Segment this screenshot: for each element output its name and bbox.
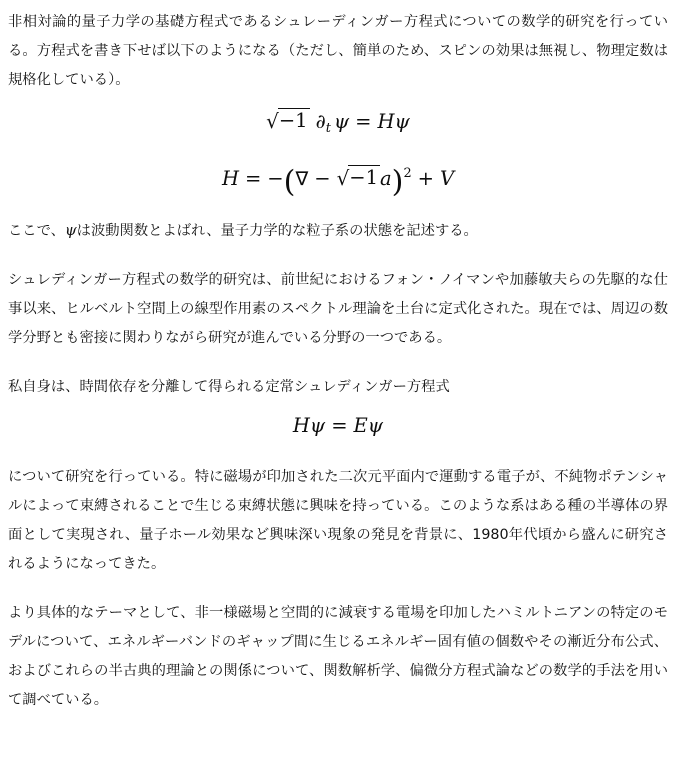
equation-schrodinger-time-dependent: √−1 $\partial_t$ ψ = Hψ <box>266 108 410 137</box>
paragraph-intro: 非相対論的量子力学の基礎方程式であるシュレーディンガー方程式についての数学的研究を行っている。方程式を書き下せば以下のようになる（ただし、簡単のため、スピンの効果は無視し、物理定数は規格化している）。 <box>8 14 668 88</box>
sqrt-minus-one: √−1 <box>336 165 378 191</box>
psi-sentence-lead: ここで、 <box>8 223 65 240</box>
paragraph-history: シュレディンガー方程式の数学的研究は、前世紀におけるフォン・ノイマンや加藤敏夫らの先駆的な仕事以来、ヒルベルト空間上の線型作用素のスペクトル理論を土台に定式化された。現在では、周辺の数学分野とも密接に関わりながら研究が進んでいる分野の一つである。 <box>8 272 668 347</box>
paragraph-psi-definition <box>8 216 668 246</box>
equation-schrodinger-stationary: Hψ = Eψ <box>292 414 384 438</box>
equation-hamiltonian-definition: H = −(∇ − √−1 a)$^2$ + V <box>221 164 455 200</box>
sqrt-minus-one: √−1 <box>266 108 308 133</box>
psi-symbol: ψ <box>64 221 77 240</box>
paragraph-own-research: 私自身は、時間依存を分離して得られる定常シュレディンガー方程式 <box>8 379 450 396</box>
paragraph-specific-theme: より具体的なテーマとして、非一様磁場と空間的に減衰する電場を印加したハミルトニアンの特定のモデルについて、エネルギーバンドのギャップ間に生じるエネルギー固有値の個数やその漸近分布公式、およびこれらの半古典的理論との関係について、関数解析学、偏微分方程式論などの数学的手法を用いて調べている。 <box>8 605 668 709</box>
paragraph-bound-states: について研究を行っている。特に磁場が印加された二次元平面内で運動する電子が、不純物ポテンシャルによって束縛されることで生じる束縛状態に興味を持っている。このような系はある種の半導体の界面として実現され、量子ホール効果など興味深い現象の発見を背景に、1980年代頃から盛んに研究されるようになってきた。 <box>8 469 668 573</box>
psi-sentence-tail: は波動関数とよばれ、量子力学的な粒子系の状態を記述する。 <box>76 223 478 240</box>
